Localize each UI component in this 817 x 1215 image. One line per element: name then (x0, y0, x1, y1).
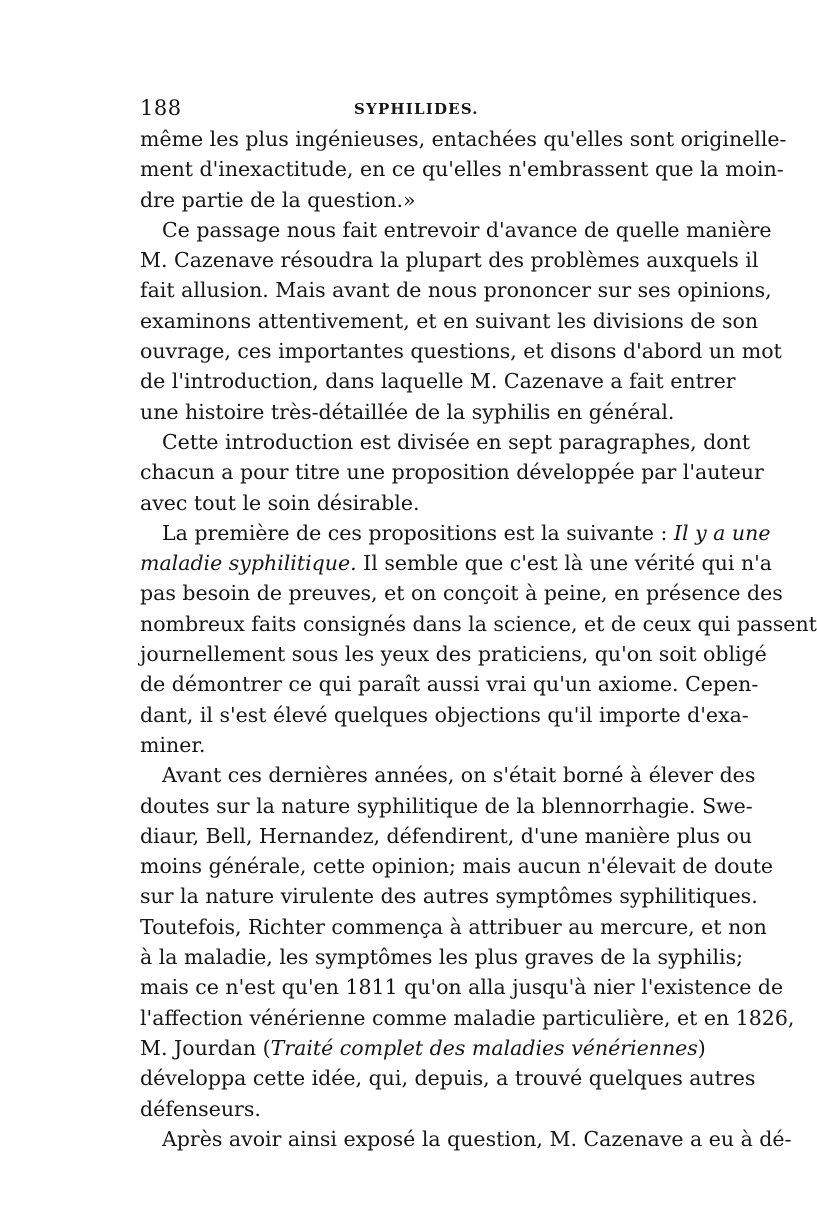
line-text: Avant ces dernières années, on s'était borné à élever des (162, 763, 756, 788)
text-line (140, 942, 744, 972)
text-line (140, 669, 759, 699)
line-text: sur la nature virulente des autres symptômes syphilitiques. (140, 884, 758, 909)
text-line (140, 912, 767, 942)
text-line (140, 457, 764, 487)
line-text: Il semble que c'est là une vérité qui n'a (356, 551, 773, 576)
text-line (140, 1063, 756, 1093)
text-line (140, 336, 782, 366)
text-line (140, 215, 772, 245)
line-text: examinons attentivement, et en suivant les divisions de son (140, 308, 759, 333)
body-text (140, 124, 817, 1154)
line-text: avec tout le soin désirable. (140, 490, 420, 515)
line-text: Cette introduction est divisée en sept paragraphes, dont (162, 429, 751, 454)
line-text: à la maladie, les symptômes les plus graves de la syphilis; (140, 945, 744, 970)
page-number: 188 (140, 96, 182, 120)
text-line (140, 245, 759, 275)
line-text: diaur, Bell, Hernandez, défendirent, d'une manière plus ou (140, 823, 753, 848)
line-text: moins générale, cette opinion; mais aucun n'élevait de doute (140, 854, 774, 879)
line-text: Ce passage nous fait entrevoir d'avance de quelle manière (162, 217, 772, 242)
text-line (140, 488, 669, 518)
text-line (140, 972, 784, 1002)
text-line (140, 821, 753, 851)
italic-text: maladie syphilitique. (140, 551, 357, 576)
text-line (140, 639, 767, 669)
page-header (140, 96, 660, 124)
text-line (140, 1124, 792, 1154)
italic-text: Traité complet des maladies vénériennes (270, 1035, 698, 1060)
line-text: dant, il s'est élevé quelques objections qu'il importe d'exa- (140, 702, 749, 727)
line-text: développa cette idée, qui, depuis, a trouvé quelques autres (140, 1066, 756, 1091)
line-text: miner. (140, 732, 206, 757)
text-line (140, 578, 783, 608)
text-line (140, 791, 753, 821)
text-line (140, 185, 669, 215)
line-text: Après avoir ainsi exposé la question, M. Cazenave a eu à dé- (162, 1126, 792, 1151)
text-line (140, 1033, 706, 1063)
text-line (140, 730, 669, 760)
line-text: l'affection vénérienne comme maladie particulière, et en 1826, (140, 1005, 795, 1030)
text-line (140, 154, 784, 184)
line-text: Toutefois, Richter commença à attribuer au mercure, et non (140, 914, 767, 939)
text-line (140, 306, 759, 336)
line-text: fait allusion. Mais avant de nous prononcer sur ses opinions, (140, 278, 772, 303)
line-text: de démontrer ce qui paraît aussi vrai qu'un axiome. Cepen- (140, 672, 759, 697)
line-text: ) (697, 1035, 706, 1060)
line-text: une histoire très-détaillée de la syphilis en général. (140, 399, 675, 424)
text-line (140, 1003, 795, 1033)
text-line (140, 1094, 669, 1124)
line-text: M. Cazenave résoudra la plupart des problèmes auxquels il (140, 248, 759, 273)
text-line (140, 124, 787, 154)
line-text: La première de ces propositions est la suivante : (162, 520, 668, 545)
line-text: pas besoin de preuves, et on conçoit à peine, en présence des (140, 581, 783, 606)
line-text: ment d'inexactitude, en ce qu'elles n'embrassent que la moin- (140, 157, 784, 182)
text-line (140, 700, 749, 730)
text-line (140, 851, 774, 881)
line-text: défenseurs. (140, 1096, 261, 1121)
text-line (140, 760, 756, 790)
line-text: nombreux faits consignés dans la science, et de ceux qui passent (140, 611, 817, 636)
line-text: chacun a pour titre une proposition développée par l'auteur (140, 460, 764, 485)
italic-text: Il y a une (673, 520, 771, 545)
text-line (140, 548, 773, 578)
text-line (140, 881, 758, 911)
running-title: SYPHILIDES. (354, 100, 479, 118)
text-line (140, 366, 736, 396)
line-text: doutes sur la nature syphilitique de la blennorrhagie. Swe- (140, 793, 753, 818)
line-text: journellement sous les yeux des praticiens, qu'on soit obligé (140, 642, 767, 667)
text-line (140, 275, 772, 305)
text-line (140, 518, 771, 548)
line-text: dre partie de la question.» (140, 187, 416, 212)
text-line (140, 609, 817, 639)
line-text: même les plus ingénieuses, entachées qu'elles sont originelle- (140, 127, 787, 151)
text-line (140, 427, 751, 457)
line-text: ouvrage, ces importantes questions, et disons d'abord un mot (140, 339, 782, 364)
text-line (140, 397, 675, 427)
line-text: de l'introduction, dans laquelle M. Cazenave a fait entrer (140, 369, 736, 394)
line-text: M. Jourdan ( (140, 1035, 271, 1060)
line-text: mais ce n'est qu'en 1811 qu'on alla jusqu'à nier l'existence de (140, 975, 784, 1000)
